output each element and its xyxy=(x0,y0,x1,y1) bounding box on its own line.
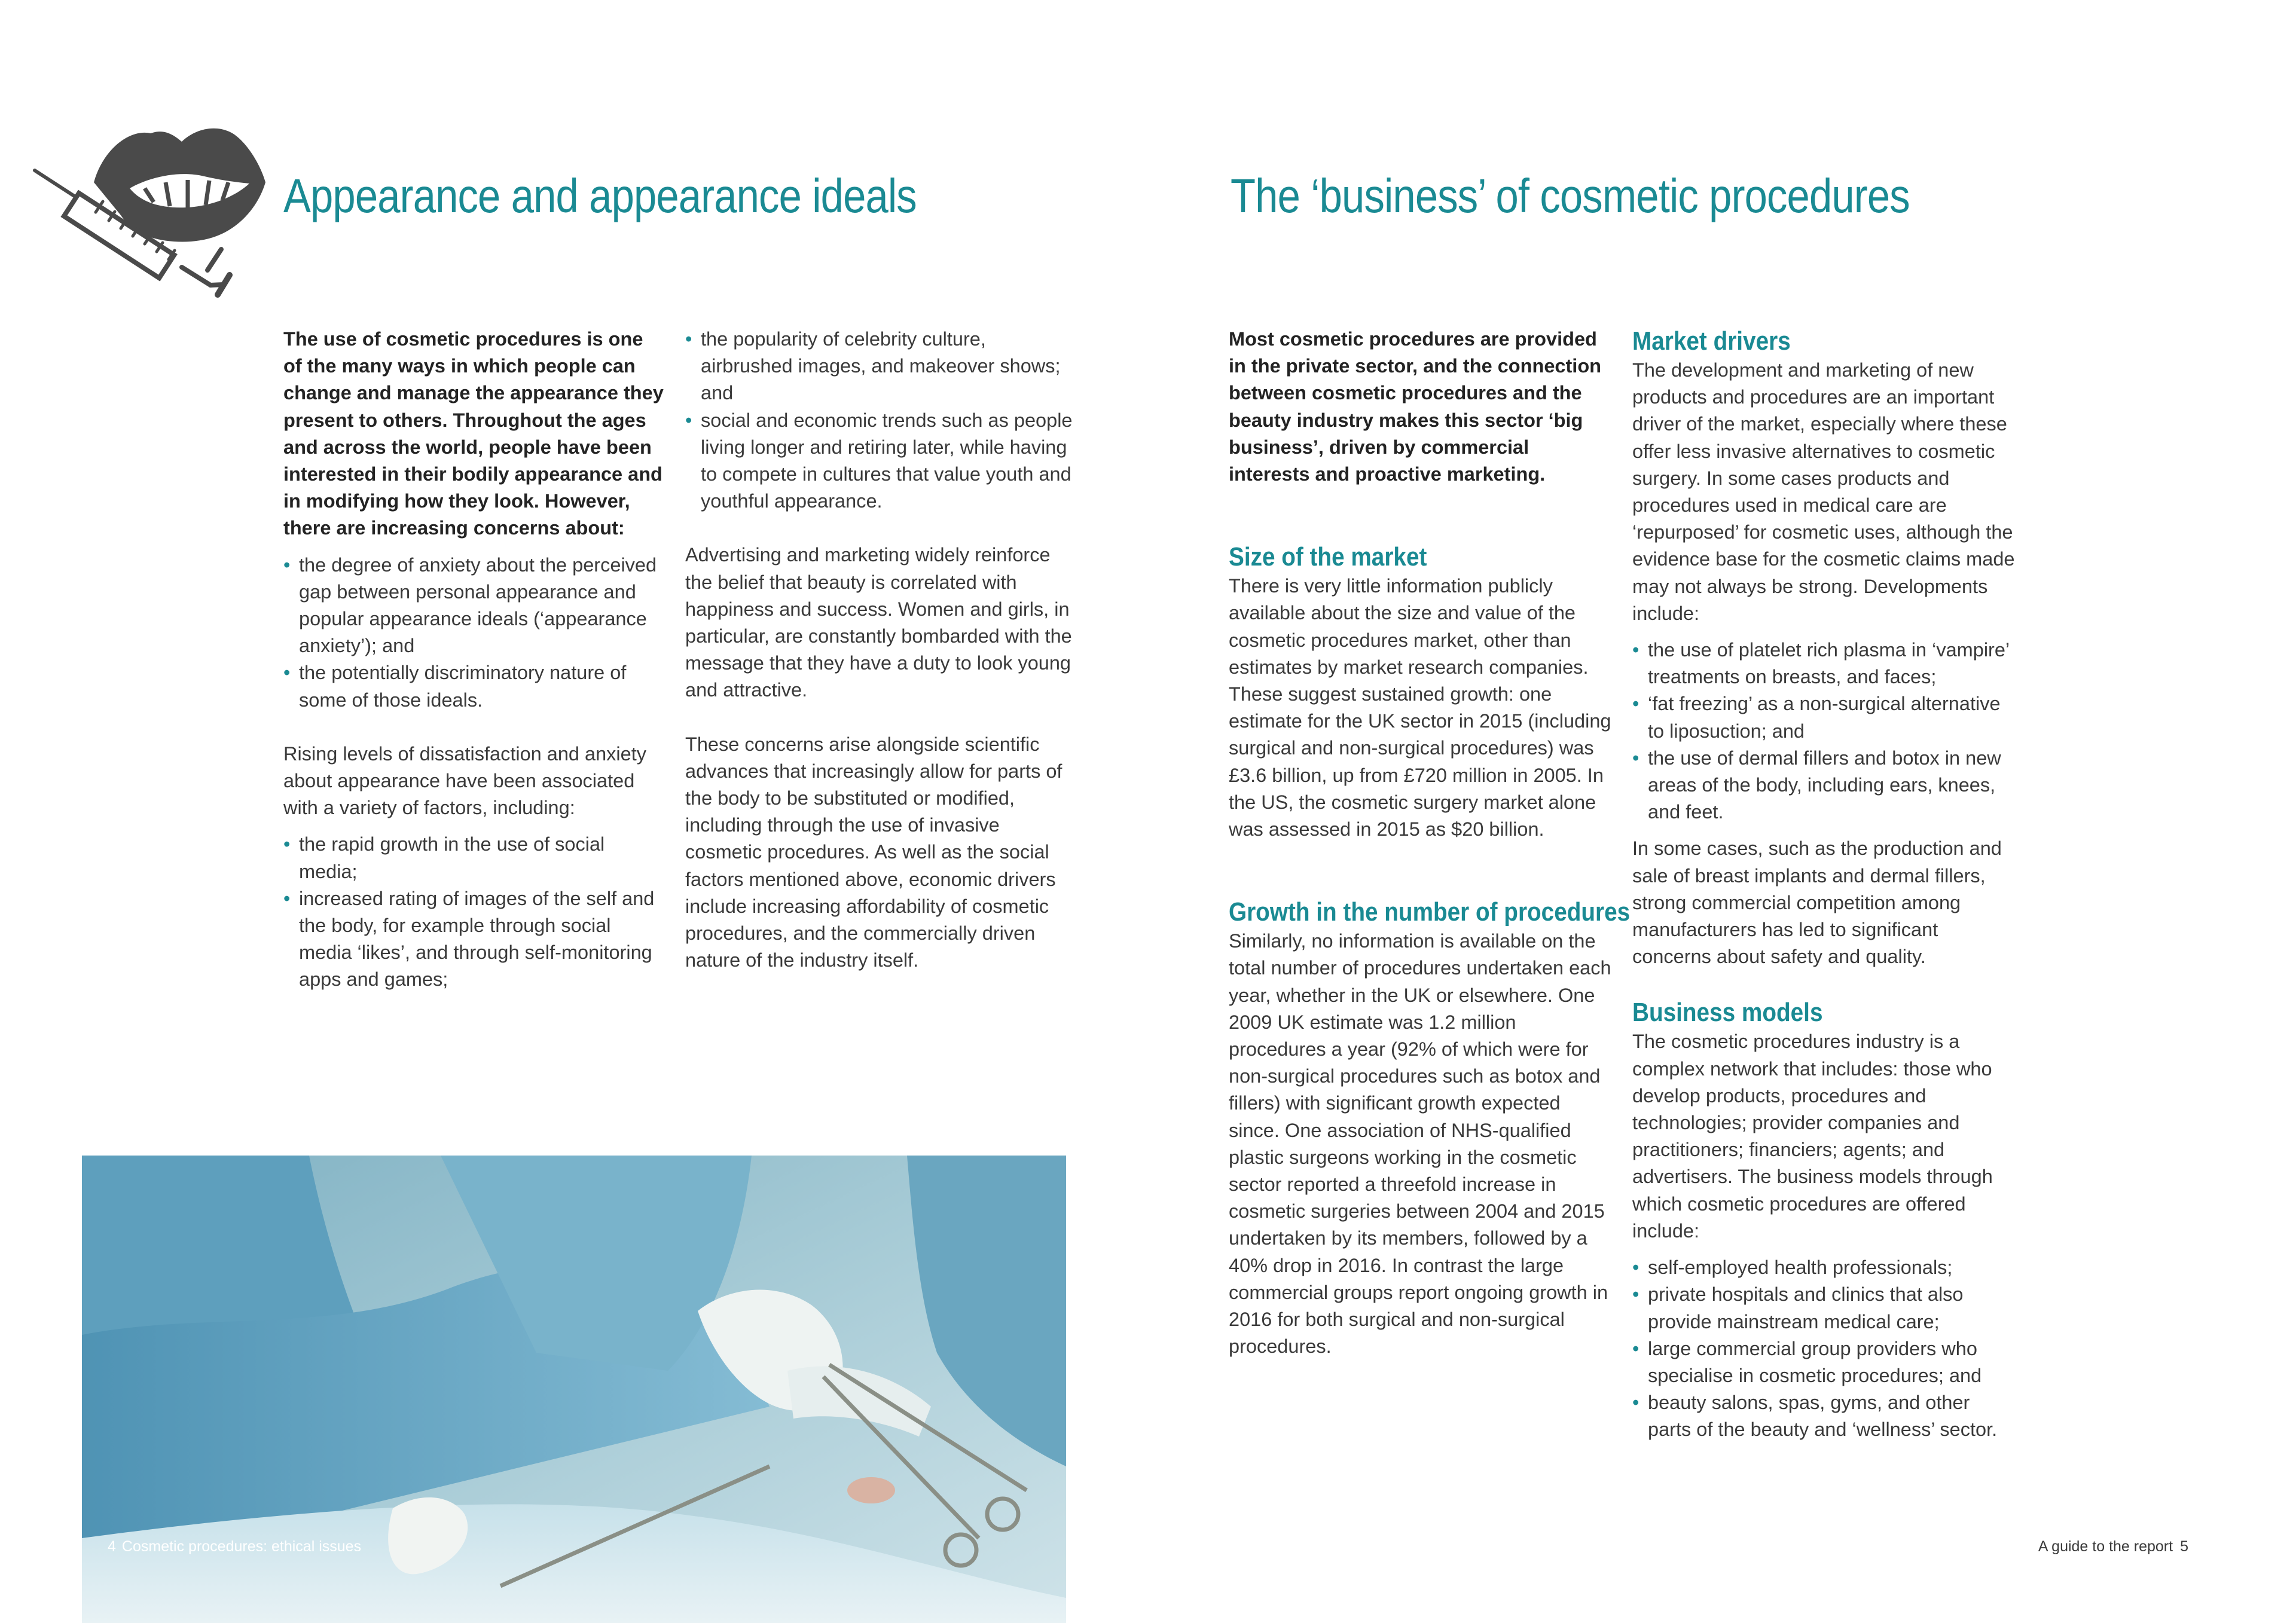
page-number: 5 xyxy=(2180,1538,2188,1555)
business-lead: Most cosmetic procedures are provided in the private sector, and the connection between cosmetic procedures and the beauty industry makes this sector ‘big business’, driven by commercial interests and proactive marketing. xyxy=(1229,328,1602,485)
business-models-heading: Business models xyxy=(1632,998,1823,1028)
column-3 xyxy=(1229,326,1631,1361)
footer-left xyxy=(108,1538,361,1555)
factors-list-continued xyxy=(685,326,1074,515)
list-item: • the use of platelet rich plasma in ‘vampire’ treatments on breasts, and faces; xyxy=(1632,637,2015,690)
business-models-list xyxy=(1632,1254,2015,1443)
page-title-business: The ‘business’ of cosmetic procedures xyxy=(1231,169,1910,222)
column-1 xyxy=(283,326,666,994)
page-title-appearance: Appearance and appearance ideals xyxy=(283,169,917,222)
list-item: • social and economic trends such as people living longer and retiring later, while having to compete in cultures that value youth and youthful appearance. xyxy=(685,407,1074,515)
list-item: • ‘fat freezing’ as a non-surgical alternative to liposuction; and xyxy=(1632,690,2015,744)
concerns-list xyxy=(283,552,666,714)
column-4 xyxy=(1632,326,2015,1444)
developments-list xyxy=(1632,637,2015,826)
scientific-advances-paragraph: These concerns arise alongside scientific advances that increasingly allow for parts of the body to be substituted or modified, including through the use of invasive cosmetic procedures. As well as the social factors mentioned above, economic drivers include increasing affordability of cosmetic procedures, and the commercially driven nature of the industry itself. xyxy=(685,733,1062,971)
size-of-market-heading: Size of the market xyxy=(1229,542,1427,572)
list-item: • self-employed health professionals; xyxy=(1632,1254,2015,1281)
list-item: • the use of dermal fillers and botox in new areas of the body, including ears, knees, and feet. xyxy=(1632,745,2015,826)
footer-right xyxy=(2038,1538,2188,1555)
advertising-paragraph: Advertising and marketing widely reinforce the belief that beauty is correlated with happiness and success. Women and girls, in particular, are constantly bombarded with the message that they have a duty to look young and attractive. xyxy=(685,544,1072,701)
footer-text: Cosmetic procedures: ethical issues xyxy=(121,1538,362,1555)
list-item: • the degree of anxiety about the perceived gap between personal appearance and popular appearance ideals (‘appearance anxiety’); and xyxy=(283,552,666,660)
factors-list xyxy=(283,831,666,993)
intro-lead: The use of cosmetic procedures is one of the many ways in which people can change and manage the appearance they present to others. Throughout the ages and across the world, people have been interested in their bodily appearance and in modifying how they look. However, there are increasing concerns about: xyxy=(283,328,664,539)
business-models-text: The cosmetic procedures industry is a complex network that includes: those who develop products, procedures and technologies; provider companies and practitioners; financiers; agents; and advertisers. The business models through which cosmetic procedures are offered include: xyxy=(1632,1031,1993,1242)
list-item: • private hospitals and clinics that also provide mainstream medical care; xyxy=(1632,1281,2015,1335)
competition-paragraph: In some cases, such as the production and sale of breast implants and dermal fillers, strong commercial competition among manufacturers has led to significant concerns about safety and quality. xyxy=(1632,838,2002,968)
factors-intro: Rising levels of dissatisfaction and anxiety about appearance have been associated with a variety of factors, including: xyxy=(283,742,646,819)
market-drivers-heading: Market drivers xyxy=(1632,326,1791,356)
market-drivers-text: The development and marketing of new products and procedures are an important driver of the market, especially where these offer less invasive alternatives to cosmetic surgery. In some cases products and procedures used in medical care are ‘repurposed’ for cosmetic uses, although the evidence base for the cosmetic claims made may not always be strong. Developments include: xyxy=(1632,359,2015,624)
growth-heading: Growth in the number of procedures xyxy=(1229,897,1631,927)
list-item: • large commercial group providers who specialise in cosmetic procedures; and xyxy=(1632,1335,2015,1389)
lips-syringe-icon xyxy=(31,93,270,302)
page-number: 4 xyxy=(108,1538,116,1555)
list-item: • the popularity of celebrity culture, airbrushed images, and makeover shows; and xyxy=(685,326,1074,407)
column-2 xyxy=(685,326,1074,974)
size-of-market-text: There is very little information publicly available about the size and value of the cosmetic procedures market, other than estimates by market research companies. These suggest sustained growth: one estimate for the UK sector in 2015 (including surgical and non-surgical procedures) was £3.6 billion, up from £720 million in 2005. In the US, the cosmetic surgery market alone was assessed in 2015 as $20 billion. xyxy=(1229,575,1611,840)
list-item: • the rapid growth in the use of social media; xyxy=(283,831,666,885)
growth-text: Similarly, no information is available on the total number of procedures undertaken each year, whether in the UK or elsewhere. One 2009 UK estimate was 1.2 million procedures a year (92% of which were for non-surgical procedures such as botox and fillers) with significant growth expected since. One association of NHS-qualified plastic surgeons working in the cosmetic sector reported a threefold increase in cosmetic surgeries between 2004 and 2015 undertaken by its members, followed by a 40% drop in 2016. In contrast the large commercial groups report ongoing growth in 2016 for both surgical and non-surgical procedures. xyxy=(1229,930,1611,1358)
list-item: • the potentially discriminatory nature of some of those ideals. xyxy=(283,659,666,713)
list-item: • increased rating of images of the self and the body, for example through social media ‘likes’, and through self-monitoring apps and games; xyxy=(283,885,666,994)
list-item: • beauty salons, spas, gyms, and other parts of the beauty and ‘wellness’ sector. xyxy=(1632,1389,2015,1443)
footer-text: A guide to the report xyxy=(2038,1538,2173,1555)
